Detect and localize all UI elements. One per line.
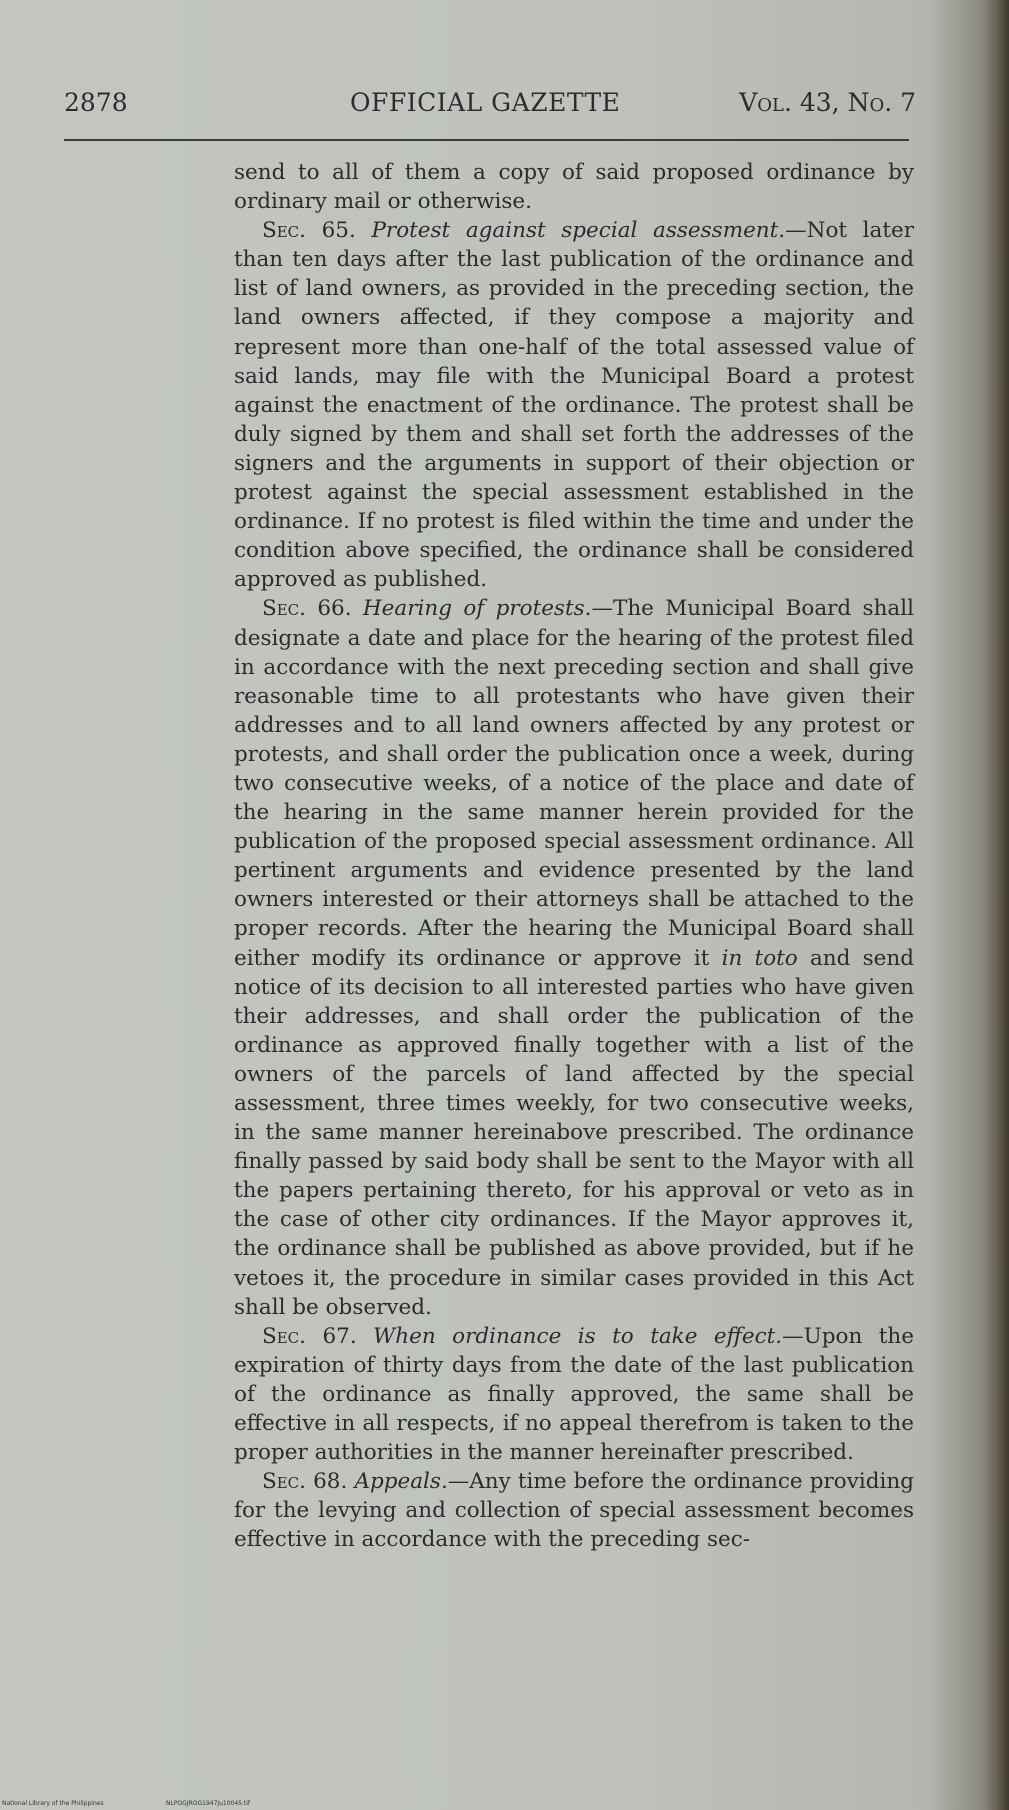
section-number: Sec. 66.	[262, 596, 352, 622]
section-number: Sec. 65.	[262, 218, 356, 244]
section-text: —Upon the expiration of thirty days from the date of the last publication of the ordinance as finally approved, the same shall be effective in all respects, if no appeal therefrom is taken to the proper authorities in the manner hereinafter prescribed.	[234, 1323, 914, 1466]
continued-paragraph	[234, 158, 914, 216]
section-68	[234, 1467, 914, 1554]
section-title: Appeals.	[354, 1469, 448, 1495]
section-66	[234, 594, 914, 1321]
gazette-title: OFFICIAL GAZETTE	[350, 88, 621, 117]
section-67	[234, 1322, 914, 1467]
volume-number: Vol. 43, No. 7	[739, 88, 916, 117]
running-header	[64, 88, 916, 128]
section-text: —Any time before the ordinance providing for the levying and collection of special assessment becomes effective in accordance with the preceding sec-	[234, 1469, 914, 1553]
section-title: Hearing of protests.	[362, 596, 592, 622]
section-number: Sec. 68.	[262, 1469, 348, 1495]
header-rule	[64, 139, 909, 141]
section-title: Protest against special assessment.	[371, 218, 786, 244]
page-edge-shadow	[987, 0, 1009, 1810]
latin-phrase: in toto	[721, 945, 798, 971]
scan-filename: NLPOGJROG1947ju10045.tif	[166, 1800, 250, 1807]
library-credit: National Library of the Philippines	[2, 1800, 104, 1807]
section-title: When ordinance is to take effect.	[373, 1323, 783, 1349]
paragraph-text: send to all of them a copy of said proposed ordinance by ordinary mail or otherwise.	[234, 160, 914, 215]
section-text-continued: and send notice of its decision to all interested parties who have given their addresses, and shall order the publication of the ordinance as approved finally together with a list of the owners of the parcels of land affected by the special assessment, three times weekly, for two consecutive weeks, in the same manner hereinabove prescribed. The ordinance finally passed by said body shall be sent to the Mayor with all the papers pertaining thereto, for his approval or veto as in the case of other city ordinances. If the Mayor approves it, the ordinance shall be published as above provided, but if he vetoes it, the procedure in similar cases provided in this Act shall be observed.	[234, 945, 914, 1320]
section-text: —The Municipal Board shall designate a date and place for the hearing of the protest filed in accordance with the next preceding section and shall give reasonable time to all protestants who have given their addresses and to all land owners affected by any protest or protests, and shall order the publication once a week, during two consecutive weeks, of a notice of the place and date of the hearing in the same manner herein provided for the publication of the proposed special assessment ordinance. All pertinent arguments and evidence presented by the land owners interested or their attorneys shall be attached to the proper records. After the hearing the Municipal Board shall either modify its ordinance or approve it	[234, 596, 914, 971]
section-text: —Not later than ten days after the last publication of the ordinance and list of land owners, as provided in the preceding section, the land owners affected, if they compose a majority and represent more than one-half of the total assessed value of said lands, may file with the Municipal Board a protest against the enactment of the ordinance. The protest shall be duly signed by them and shall set forth the addresses of the signers and the arguments in support of their objection or protest against the special assessment established in the ordinance. If no protest is filed within the time and under the condition above specified, the ordinance shall be considered approved as published.	[234, 218, 914, 593]
article-body	[234, 158, 914, 1555]
section-65	[234, 216, 914, 594]
section-number: Sec. 67.	[262, 1323, 357, 1349]
page-number: 2878	[64, 88, 128, 117]
